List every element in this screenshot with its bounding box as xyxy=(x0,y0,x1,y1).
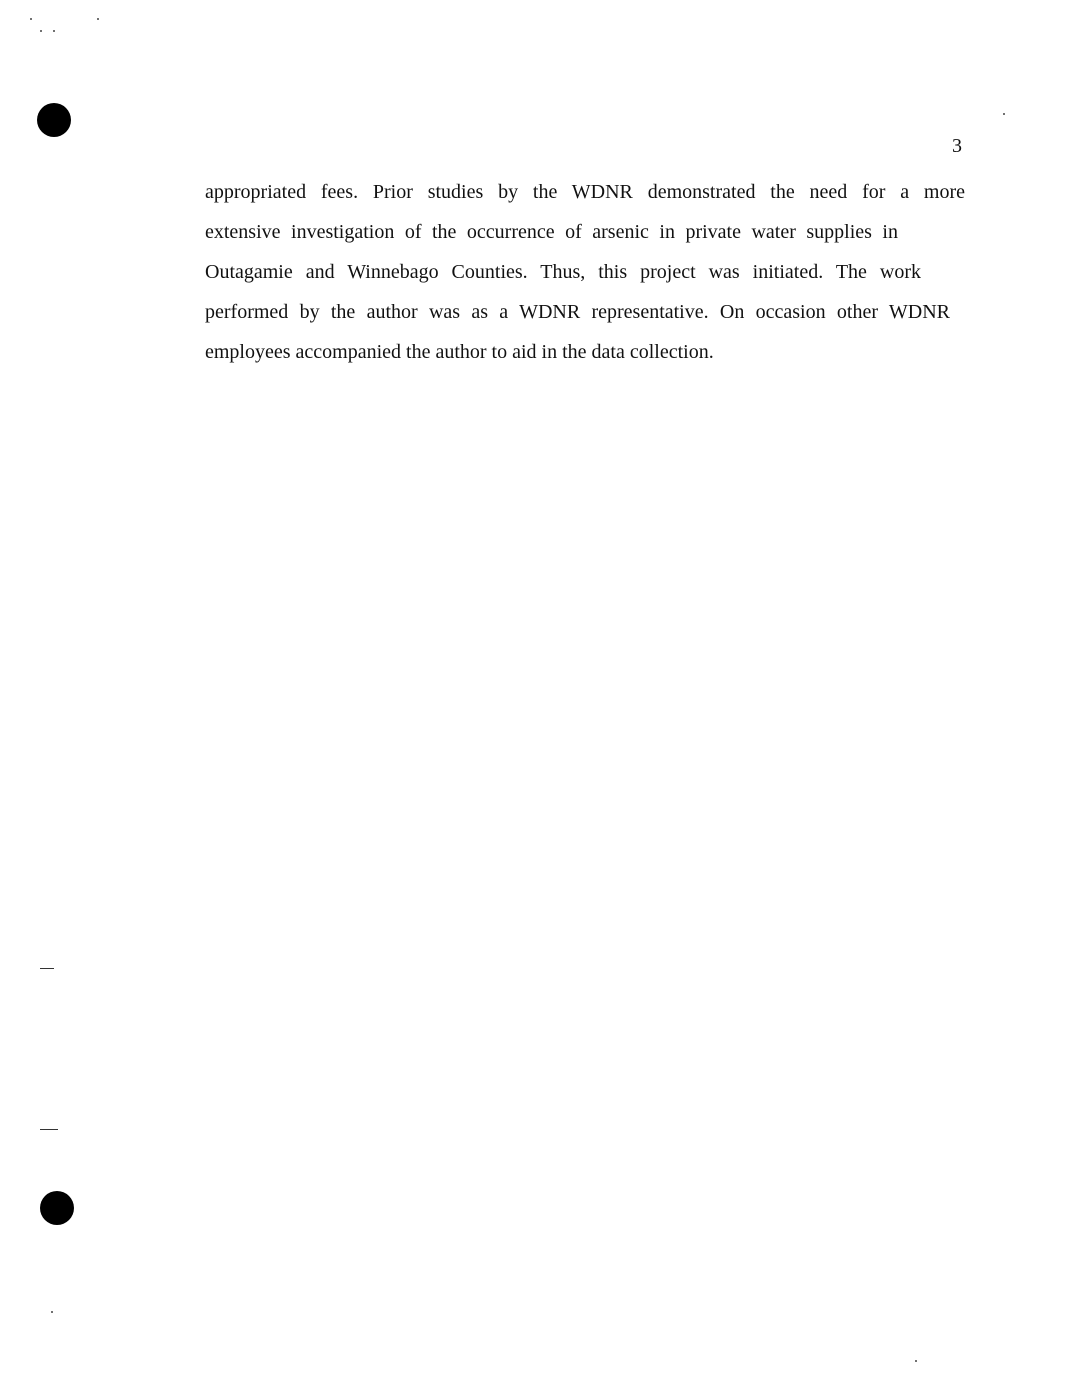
scan-speck xyxy=(915,1360,917,1362)
paragraph-line: performed by the author was as a WDNR representative. On occasion other WDNR xyxy=(205,301,950,323)
scan-speck xyxy=(53,30,55,32)
binder-hole-mark xyxy=(40,1191,74,1225)
page-number: 3 xyxy=(952,135,962,157)
body-paragraph xyxy=(205,172,965,372)
binder-hole-mark xyxy=(37,103,71,137)
scan-speck xyxy=(1003,113,1005,115)
paragraph-line: appropriated fees. Prior studies by the WDNR demonstrated the need for a more xyxy=(205,181,965,203)
paragraph-line: extensive investigation of the occurrence of arsenic in private water supplies in xyxy=(205,221,898,243)
paragraph-line: employees accompanied the author to aid in the data collection. xyxy=(205,341,714,363)
scan-mark xyxy=(40,1129,58,1130)
scan-speck xyxy=(40,30,42,32)
scan-speck xyxy=(51,1311,53,1313)
paragraph-line: Outagamie and Winnebago Counties. Thus, this project was initiated. The work xyxy=(205,261,921,283)
scan-speck xyxy=(30,18,32,20)
scan-mark xyxy=(40,968,54,969)
scan-speck xyxy=(97,18,99,20)
